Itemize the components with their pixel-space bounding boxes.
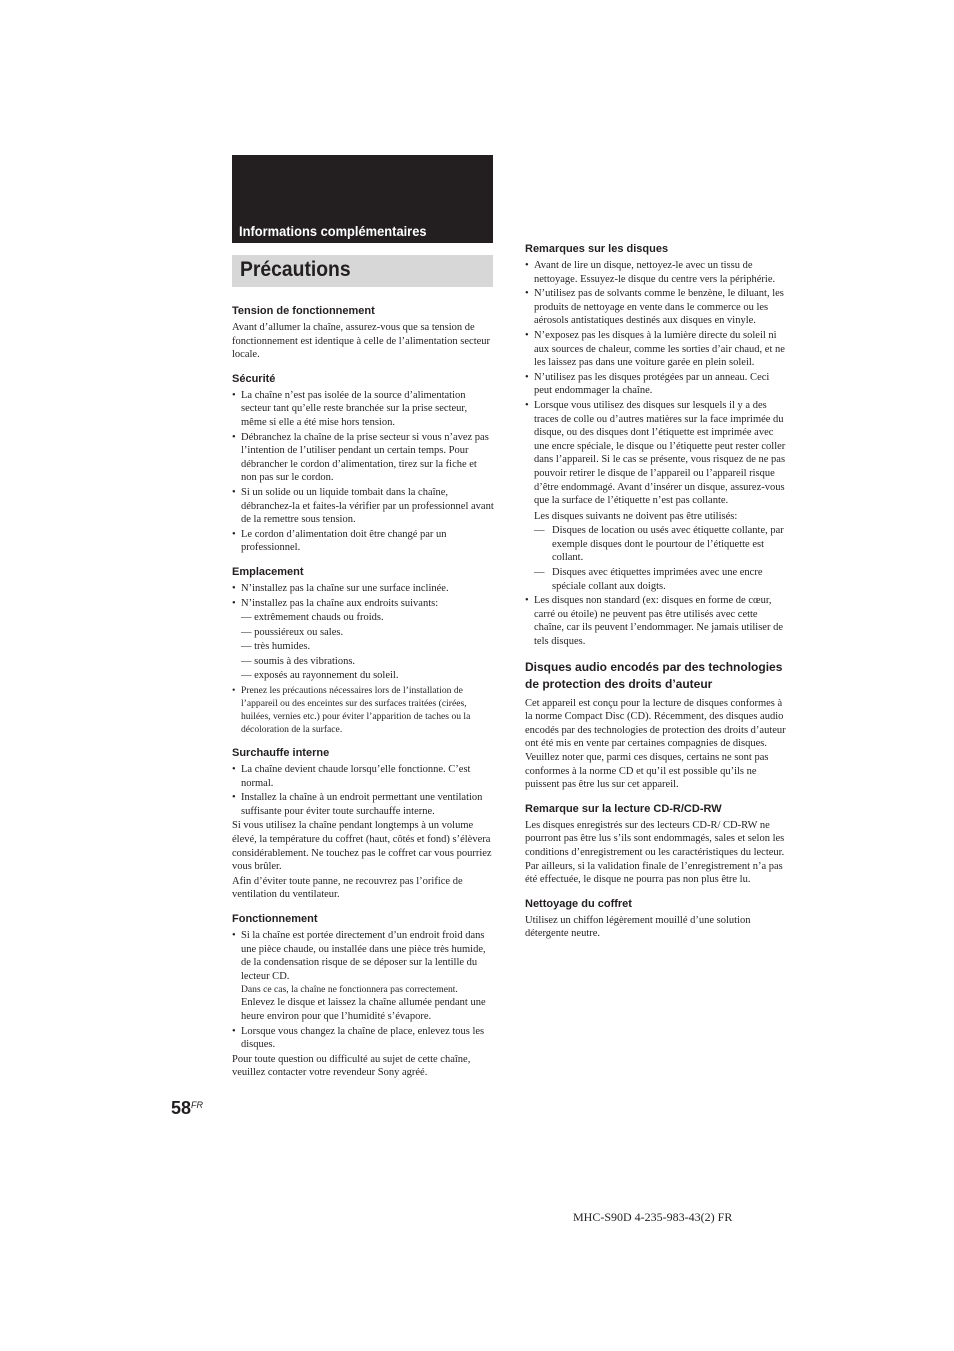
page-title: Précautions: [240, 258, 351, 281]
sublist-item: — poussiéreux ou sales.: [241, 626, 344, 638]
closing-paragraph: Pour toute question ou difficulté au sujet de cette chaîne, veuillez contacter votre revendeur Sony agréé.: [232, 1053, 471, 1079]
heading-tension: Tension de fonctionnement: [232, 305, 375, 317]
paragraph: Afin d’éviter toute panne, ne recouvrez pas l’orifice de ventilation du ventilateur.: [232, 875, 463, 901]
list-item: • Lorsque vous changez la chaîne de place, enlevez tous les disques.: [232, 1025, 494, 1052]
paragraph: Si vous utilisez la chaîne pendant longtemps à un volume élevé, la température du coffret (haut, côtés et fond) s’élèvera considérablement. Ne touchez pas le coffret car vous pourriez vous brûler.: [232, 820, 492, 873]
heading-nettoyage: Nettoyage du coffret: [525, 897, 632, 910]
list-item: [232, 597, 494, 684]
sublist-emplacement: [241, 611, 494, 683]
list-item-note: Dans ce cas, la chaîne ne fonctionnera pas correctement.: [241, 984, 458, 996]
sublist-item: — très humides.: [241, 641, 311, 653]
list-item-text: Si la chaîne est portée directement d’un endroit froid dans une pièce chaude, ou installée dans une pièce très humide, de la condensation risque de se déposer sur la lentille du lecteur CD.: [241, 930, 486, 982]
heading-cdr: Remarque sur la lecture CD-R/CD-RW: [525, 802, 722, 815]
page-number-value: 58: [171, 1098, 192, 1118]
page-number-suffix: FR: [191, 1100, 204, 1110]
heading-surchauffe: Surchauffe interne: [232, 747, 330, 760]
text-tension: Avant d’allumer la chaîne, assurez-vous que sa tension de fonctionnement est identique à celle de l’alimentation secteur locale.: [232, 322, 491, 361]
list-item: • La chaîne devient chaude lorsqu’elle fonctionne. C’est normal.: [232, 763, 494, 790]
heading-fonctionnement: Fonctionnement: [232, 913, 318, 925]
list-item: • La chaîne n’est pas isolée de la source d’alimentation secteur tant qu’elle reste branchée sur la prise secteur, même si elle a été mise hors tension.: [232, 389, 494, 430]
text-cdr: Les disques enregistrés sur des lecteurs CD-R/ CD-RW ne pourront pas être lus s’ils sont endommagés, sales et selon les conditions d’enregistrement ou les caractéristiques du lecteur. Par ailleurs, si la validation finale de l’enregistrement n’a pas été effectuée, le disque ne pourra pas non plus être lu.: [525, 819, 785, 886]
list-item: • N’utilisez pas de solvants comme le benzène, le diluant, les produits de nettoyage en vente dans le commerce ou les aérosols antistatiques destinés aux disques en vinyle.: [525, 287, 787, 328]
sublist-intro: Les disques suivants ne doivent pas être utilisés:: [534, 510, 738, 522]
list-item-text: N’installez pas la chaîne aux endroits suivants:: [241, 597, 439, 609]
list-item: • N’utilisez pas les disques protégées par un anneau. Ceci peut endommager la chaîne.: [525, 371, 787, 398]
list-item: • Avant de lire un disque, nettoyez-le avec un tissu de nettoyage. Essuyez-le disque du centre vers la périphérie.: [525, 259, 787, 286]
text-nettoyage: Utilisez un chiffon légèrement mouillé d’une solution détergente neutre.: [525, 914, 751, 940]
list-emplacement: [232, 582, 494, 736]
list-item: • N’installez pas la chaîne sur une surface inclinée.: [232, 582, 494, 596]
list-item: • Débranchez la chaîne de la prise secteur si vous n’avez pas l’intention de l’utiliser pendant un certain temps. Pour débrancher le cordon d’alimentation, tirez sur la fiche et non pas sur le cordon.: [232, 431, 494, 485]
sublist-item: — Disques de location ou usés avec étiquette collante, par exemple disques dont le pourtour de l’étiquette est collant.: [534, 524, 787, 565]
heading-drm: Disques audio encodés par des technologies de protection des droits d’auteur: [525, 659, 783, 692]
section-title: Informations complémentaires: [239, 223, 427, 239]
list-surchauffe: [232, 763, 494, 818]
list-item: • Le cordon d’alimentation doit être changé par un professionnel.: [232, 528, 494, 555]
page-number: [171, 1098, 203, 1119]
model-code: MHC-S90D 4-235-983-43(2) FR: [573, 1210, 733, 1224]
heading-securite: Sécurité: [232, 372, 276, 385]
sublist-item: — soumis à des vibrations.: [241, 655, 356, 667]
right-column: [525, 242, 787, 942]
list-fonctionnement: [232, 929, 494, 1052]
section-header-band: [232, 155, 493, 243]
sublist-item: — exposés au rayonnement du soleil.: [241, 670, 399, 682]
list-securite: [232, 389, 494, 555]
sublist-disques: [534, 524, 787, 593]
heading-emplacement: Emplacement: [232, 565, 304, 578]
heading-disques: Remarques sur les disques: [525, 243, 669, 255]
sublist-item: — Disques avec étiquettes imprimées avec une encre spéciale collant aux doigts.: [534, 566, 787, 593]
sublist-item: — extrêmement chauds ou froids.: [241, 612, 384, 624]
list-item: [232, 929, 494, 1024]
list-item: • N’exposez pas les disques à la lumière directe du soleil ni aux sources de chaleur, comme les sorties d’air chaud, et ne les laissez pas dans une voiture garée en plein soleil.: [525, 329, 787, 370]
list-item-text-cont: Enlevez le disque et laissez la chaîne allumée pendant une heure environ pour que l’humidité s’évapore.: [241, 997, 486, 1022]
list-item: [525, 399, 787, 593]
list-item: • Si un solide ou un liquide tombait dans la chaîne, débranchez-la et faites-la vérifier par un professionnel avant de la remettre sous tension.: [232, 486, 494, 527]
list-item: • Installez la chaîne à un endroit permettant une ventilation suffisante pour éviter toute surchauffe interne.: [232, 791, 494, 818]
text-drm: Cet appareil est conçu pour la lecture de disques conformes à la norme Compact Disc (CD). Récemment, des disques audio encodés par des technologies de protection des droits d’auteur ont été mis en vente par certaines compagnies de disques. Veuillez noter que, parmi ces disques, certains ne sont pas conformes à la norme CD et qu’il est possible qu’ils ne puissent pas être lus sur cet appareil.: [525, 697, 786, 791]
list-item-text: Lorsque vous utilisez des disques sur lesquels il y a des traces de colle ou d’autres matières sur la face imprimée du disque, ou des disques dont l’étiquette est imprimée avec une encre spéciale, le disque ou l’étiquette peut rester coller dans l’appareil. Si le cas se présente, vous risquez de ne pas pouvoir retirer le disque de l’appareil ou l’appareil risque d’être endommagé. Avant d’insérer un disque, assurez-vous que la surface de l’étiquette n’est pas collante.: [534, 399, 786, 507]
list-item: • Prenez les précautions nécessaires lors de l’installation de l’appareil ou des enceintes sur des surfaces traitées (cirées, huilées, vernies etc.) pour éviter l’apparition de taches ou la décoloration de la surface.: [232, 684, 494, 736]
left-column: [232, 304, 494, 1081]
list-item: • Les disques non standard (ex: disques en forme de cœur, carré ou étoile) ne peuvent pas être utilisés avec cette chaîne, car ils peuvent l’endommager. Ne jamais utiliser de tels disques.: [525, 594, 787, 648]
page-title-band: [232, 255, 493, 287]
list-disques: [525, 259, 787, 649]
